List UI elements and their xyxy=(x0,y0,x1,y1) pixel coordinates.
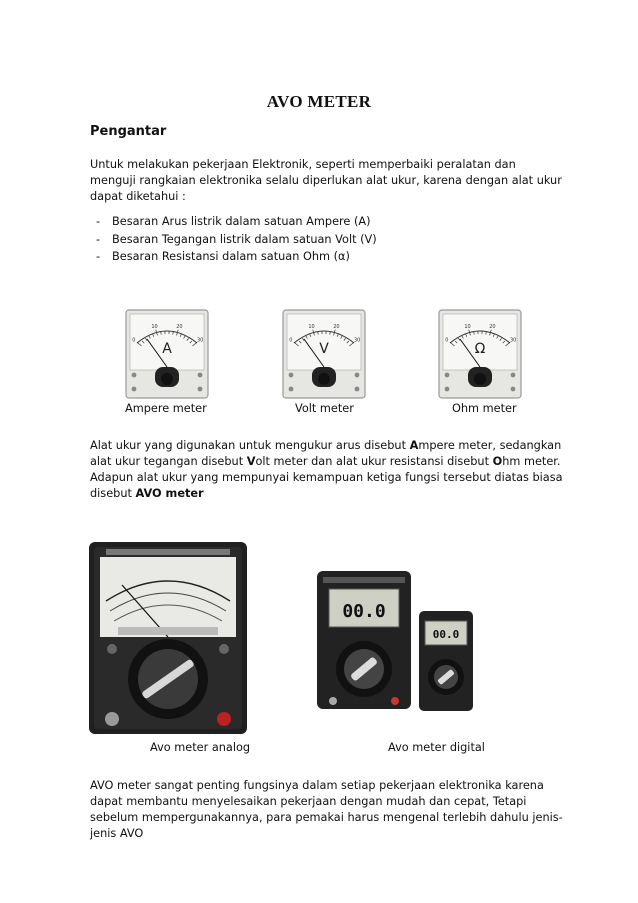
text-run: hm meter. Adapun alat ukur yang mempunyai kemampuan ketiga fungsi tersebut diatas biasa disebut xyxy=(90,455,563,500)
ampere-meter-caption: Ampere meter xyxy=(125,402,207,415)
meter-scale-label: 0 xyxy=(445,337,449,344)
meter-scale-label: 10 xyxy=(151,323,158,330)
bold-text-run: A xyxy=(409,439,419,452)
bullet-dash: - xyxy=(96,215,101,228)
text-run: olt meter dan alat ukur resistansi disebut xyxy=(255,455,493,468)
meter-scale-label: 0 xyxy=(132,337,136,344)
list-item xyxy=(90,213,377,231)
bold-text-run: O xyxy=(492,455,503,468)
list-item xyxy=(90,248,377,266)
text-run: Alat ukur yang digunakan untuk mengukur arus disebut xyxy=(90,439,410,452)
meter-scale-label: 0 xyxy=(289,337,293,344)
bold-text-run: AVO meter xyxy=(135,487,204,500)
closing-paragraph: AVO meter sangat penting fungsinya dalam setiap pekerjaan elektronika karena dapat membantu menyelesaikan pekerjaan dengan mudah dan cepat, Tetapi sebelum mempergunakannya, para pemakai harus mengenal terlebih dahulu jenis-jenis AVO xyxy=(90,779,563,840)
meter-scale-label: 20 xyxy=(176,323,183,330)
digital-avo-meter-image xyxy=(315,567,475,713)
bullet-dash: - xyxy=(96,250,101,263)
list-item xyxy=(90,231,377,249)
list-item-text: Besaran Tegangan listrik dalam satuan Volt (V) xyxy=(112,232,377,246)
meter-unit-symbol: Ω xyxy=(474,341,486,357)
section-heading: Pengantar xyxy=(90,124,167,139)
list-item-text: Besaran Resistansi dalam satuan Ohm (α) xyxy=(112,250,350,263)
digital-display-reading-small: 00.0 xyxy=(432,628,460,641)
digital-display-reading: 00.0 xyxy=(342,601,386,622)
ampere-meter-image xyxy=(125,309,209,399)
meter-scale-label: 10 xyxy=(308,323,315,330)
text-run: mpere meter, sedangkan alat ukur tegangan disebut xyxy=(90,439,562,468)
bold-text-run: V xyxy=(246,455,256,468)
page-title: AVO METER xyxy=(266,92,372,111)
analog-avo-meter-image xyxy=(88,541,248,735)
definition-paragraph xyxy=(90,438,565,502)
meter-scale-label: 10 xyxy=(464,323,471,330)
volt-meter-caption: Volt meter xyxy=(295,402,354,415)
volt-meter-image xyxy=(282,309,366,399)
digital-avo-caption: Avo meter digital xyxy=(388,741,485,754)
meter-unit-symbol: V xyxy=(319,341,329,357)
list-item-text: Besaran Arus listrik dalam satuan Ampere (A) xyxy=(112,215,371,228)
meter-scale-label: 30 xyxy=(196,337,204,344)
analog-avo-caption: Avo meter analog xyxy=(150,741,251,754)
meter-scale-label: 30 xyxy=(353,337,361,344)
meter-scale-label: 20 xyxy=(489,323,496,330)
quantity-list xyxy=(90,213,377,266)
meter-scale-label: 20 xyxy=(333,323,340,330)
bullet-dash: - xyxy=(96,232,101,246)
ohm-meter-caption: Ohm meter xyxy=(452,402,517,415)
meter-unit-symbol: A xyxy=(162,341,172,357)
intro-paragraph: Untuk melakukan pekerjaan Elektronik, seperti memperbaiki peralatan dan menguji rangkaian elektronika selalu diperlukan alat ukur, karena dengan alat ukur dapat diketahui : xyxy=(90,158,562,203)
meter-scale-label: 30 xyxy=(509,337,517,344)
ohm-meter-image xyxy=(438,309,522,399)
